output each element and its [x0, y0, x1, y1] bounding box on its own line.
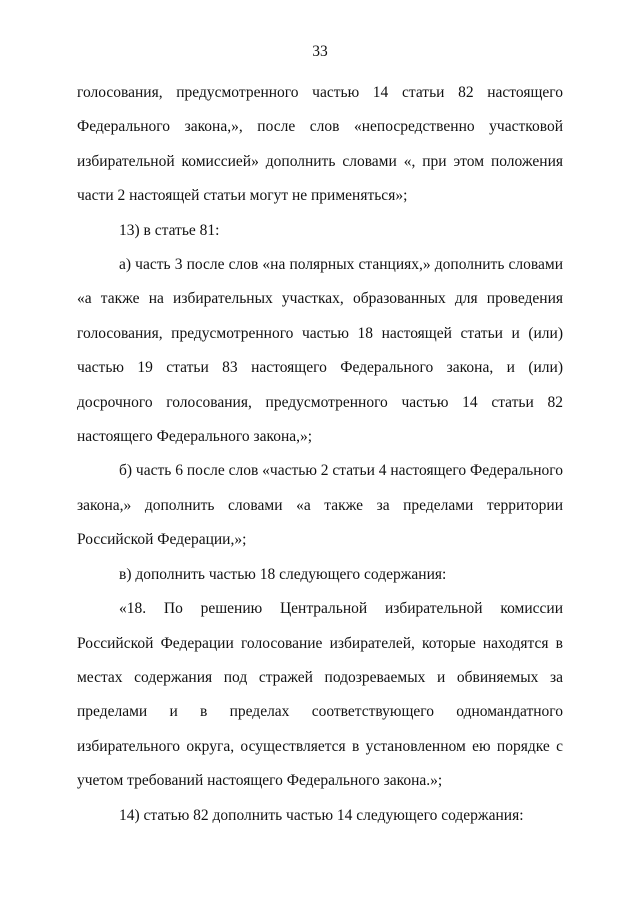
- document-body: [77, 76, 563, 833]
- page-number: 33: [312, 43, 328, 60]
- paragraph-item-14: 14) статью 82 дополнить частью 14 следующего содержания:: [119, 806, 524, 824]
- paragraph-subitem-v: в) дополнить частью 18 следующего содержания:: [119, 565, 447, 583]
- paragraph-item-13: 13) в статье 81:: [119, 221, 220, 239]
- paragraph-subitem-a: а) часть 3 после слов «на полярных станциях,» дополнить словами «а также на избирательных участках, образованных для проведения голосования, предусмотренного частью 18 настоящей статьи и (или) частью 19 статьи 83 настоящего Федерального закона, и (или) досрочного голосования, предусмотренного частью 14 статьи 82 настоящего Федерального закона,»;: [77, 256, 563, 446]
- paragraph-continuation: голосования, предусмотренного частью 14 статьи 82 настоящего Федерального закона,», после слов «непосредственно участковой избирательной комиссией» дополнить словами «, при этом положения части 2 настоящей статьи могут не применяться»;: [77, 84, 563, 205]
- paragraph-part-18-text: «18. По решению Центральной избирательной комиссии Российской Федерации голосование избирателей, которые находятся в местах содержания под стражей подозреваемых и обвиняемых за пределами и в пределах соответствующего одномандатного избирательного округа, осуществляется в установленном ею порядке с учетом требований настоящего Федерального закона.»;: [77, 600, 563, 790]
- paragraph-subitem-b: б) часть 6 после слов «частью 2 статьи 4 настоящего Федерального закона,» дополнить словами «а также за пределами территории Российской Федерации,»;: [77, 462, 564, 549]
